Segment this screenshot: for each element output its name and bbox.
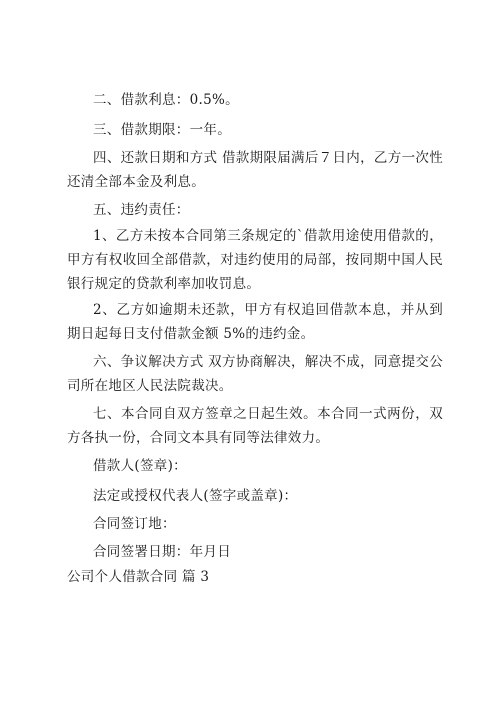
section-heading: 公司个人借款合同 篇 3: [67, 569, 210, 585]
paragraph-representative-signature: 法定或授权代表人(签字或盖章)：: [93, 488, 298, 504]
paragraph-dispute: 六、争议解决方式 双方协商解决，解决不成，同意提交公司所在地区人民法院裁决。: [67, 354, 443, 394]
paragraph-term: 三、借款期限：一年。: [93, 122, 231, 138]
paragraph-effective: 七、本合同自双方签章之日起生效。本合同一式两份，双方各执一份，合同文本具有同等法律效力。: [67, 406, 443, 446]
paragraph-repayment: 四、还款日期和方式 借款期限届满后７日内，乙方一次性还清全部本金及利息。: [67, 150, 443, 190]
paragraph-liability-1: 1、乙方未按本合同第三条规定的`借款用途使用借款的，甲方有权收回全部借款，对违约使用的局部，按同期中国人民银行规定的贷款利率加收罚息。: [67, 228, 443, 292]
paragraph-interest: 二、借款利息：0.5%。: [93, 92, 239, 108]
paragraph-signing-place: 合同签订地：: [93, 516, 176, 532]
paragraph-borrower-signature: 借款人(签章)：: [93, 458, 187, 474]
paragraph-liability-heading: 五、违约责任：: [93, 202, 190, 218]
paragraph-liability-2: 2、乙方如逾期未还款，甲方有权追回借款本息，并从到期日起每日支付借款金额 5%的违约金。: [67, 302, 443, 342]
paragraph-signing-date: 合同签署日期：年月日: [93, 544, 231, 560]
